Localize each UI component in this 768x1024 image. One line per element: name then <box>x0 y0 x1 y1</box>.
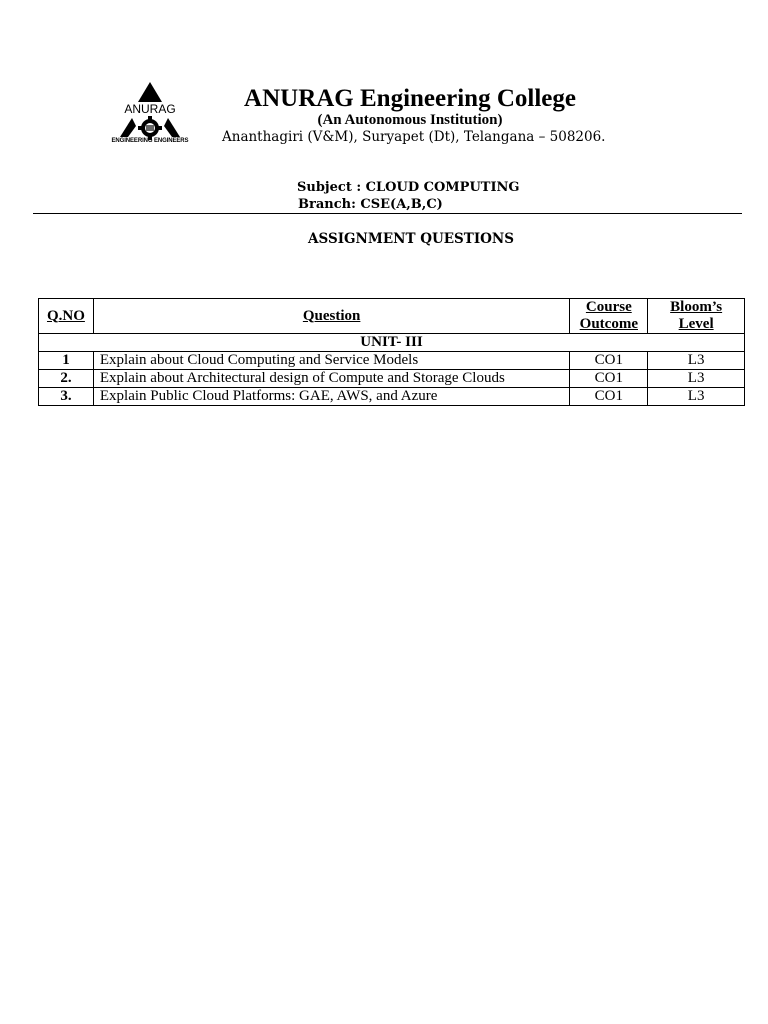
questions-table <box>38 298 745 406</box>
header-qno: Q.NO <box>39 299 94 334</box>
header-blooms-line2: Level <box>678 316 714 332</box>
header-course-outcome-line1: Course <box>585 299 632 315</box>
logo-tagline: ENGINEERING ENGINEERS <box>111 138 189 144</box>
blooms-level: L3 <box>648 388 745 406</box>
institution-type: (An Autonomous Institution) <box>317 112 503 128</box>
question-text: Explain Public Cloud Platforms: GAE, AWS, and Azure <box>93 388 570 406</box>
course-outcome: CO1 <box>570 352 648 370</box>
header-course-outcome-line2: Outcome <box>579 316 638 332</box>
subject-line: Subject : CLOUD COMPUTING <box>297 180 520 195</box>
question-text: Explain about Cloud Computing and Service Models <box>93 352 570 370</box>
table-row <box>39 352 745 370</box>
unit-label: UNIT- III <box>39 334 745 352</box>
unit-row <box>39 334 745 352</box>
branch-line: Branch: CSE(A,B,C) <box>298 197 443 212</box>
blooms-level: L3 <box>648 352 745 370</box>
header-divider <box>33 213 742 214</box>
header-blooms-line1: Bloom’s <box>670 299 723 315</box>
college-logo <box>110 82 190 148</box>
section-title: ASSIGNMENT QUESTIONS <box>308 231 514 247</box>
table-row <box>39 370 745 388</box>
question-number: 2. <box>39 370 94 388</box>
logo-name: ANURAG <box>124 102 176 116</box>
question-number: 1 <box>39 352 94 370</box>
college-name: ANURAG Engineering College <box>244 85 576 112</box>
question-number: 3. <box>39 388 94 406</box>
question-text: Explain about Architectural design of Compute and Storage Clouds <box>93 370 570 388</box>
course-outcome: CO1 <box>570 388 648 406</box>
course-outcome: CO1 <box>570 370 648 388</box>
header-question: Question <box>93 299 570 334</box>
table-header-row <box>39 299 745 334</box>
blooms-level: L3 <box>648 370 745 388</box>
header-course-outcome <box>570 299 648 334</box>
table-row <box>39 388 745 406</box>
college-address: Ananthagiri (V&M), Suryapet (Dt), Telangana – 508206. <box>222 129 606 145</box>
header-blooms-level <box>648 299 745 334</box>
